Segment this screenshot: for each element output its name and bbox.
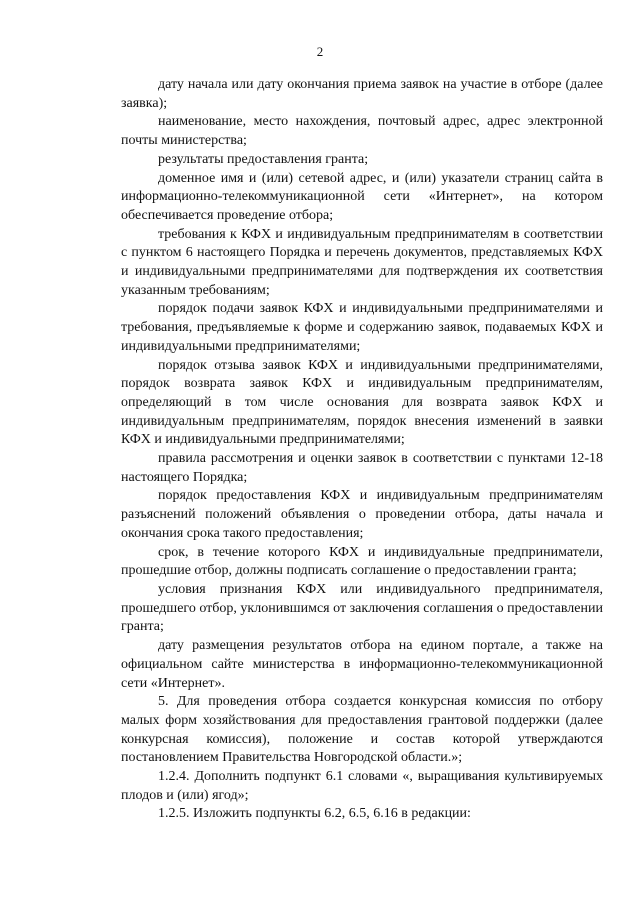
- paragraph-application-dates: дату начала или дату окончания приема заявок на участие в отборе (далее заявка);: [121, 77, 603, 111]
- paragraph-review-rules: правила рассмотрения и оценки заявок в соответствии с пунктами 12-18 настоящего Порядка;: [121, 451, 603, 485]
- paragraph-evasion-conditions: условия признания КФХ или индивидуального предпринимателя, прошедшего отбор, уклонившимся от заключения соглашения о предоставлении гранта;: [121, 581, 603, 635]
- paragraph-requirements: требования к КФХ и индивидуальным предпринимателям в соответствии с пунктом 6 настоящего Порядка и перечень документов, представляемых КФХ и индивидуальными предпринимателями для подтверждения их соответствия указанным требованиям;: [121, 226, 603, 298]
- paragraph-amendment-1-2-4: 1.2.4. Дополнить подпункт 6.1 словами «, выращивания культивируемых плодов и (или) ягод»;: [121, 769, 603, 803]
- paragraph-results-publication: дату размещения результатов отбора на едином портале, а также на официальном сайте министерства в информационно-телекоммуникационной сети «Интернет».: [121, 638, 603, 691]
- paragraph-ministry-address: наименование, место нахождения, почтовый адрес, адрес электронной почты министерства;: [121, 114, 603, 149]
- document-body: [121, 76, 603, 824]
- paragraph-withdrawal-order: порядок отзыва заявок КФХ и индивидуальными предпринимателями, порядок возврата заявок КФХ и индивидуальным предпринимателям, определяющий в том числе основания для возврата заявок КФХ и индивидуальным предпринимателям, порядок внесения изменений в заявки КФХ и индивидуальными предпринимателями;: [121, 357, 603, 448]
- paragraph-submission-order: порядок подачи заявок КФХ и индивидуальными предпринимателями и требования, предъявляемые к форме и содержанию заявок, подаваемых КФХ и индивидуальными предпринимателями;: [121, 301, 603, 354]
- paragraph-commission: 5. Для проведения отбора создается конкурсная комиссия по отбору малых форм хозяйствования для предоставления грантовой поддержки (далее конкурсная комиссия), положение и состав которой утверждаются постановлением Правительства Новгородской области.»;: [121, 694, 603, 766]
- paragraph-grant-results: результаты предоставления гранта;: [158, 151, 369, 167]
- paragraph-signing-deadline: срок, в течение которого КФХ и индивидуальные предприниматели, прошедшие отбор, должны подписать соглашение о предоставлении гранта;: [121, 544, 603, 579]
- page-number: 2: [316, 44, 324, 59]
- paragraph-amendment-1-2-5: 1.2.5. Изложить подпункты 6.2, 6.5, 6.16 в редакции:: [158, 806, 471, 822]
- paragraph-domain-name: доменное имя и (или) сетевой адрес, и (или) указатели страниц сайта в информационно-телекоммуникационной сети «Интернет», на котором обеспечивается проведение отбора;: [121, 170, 603, 223]
- paragraph-clarifications: порядок предоставления КФХ и индивидуальным предпринимателям разъяснений положений объявления о проведении отбора, даты начала и окончания срока такого предоставления;: [121, 488, 603, 541]
